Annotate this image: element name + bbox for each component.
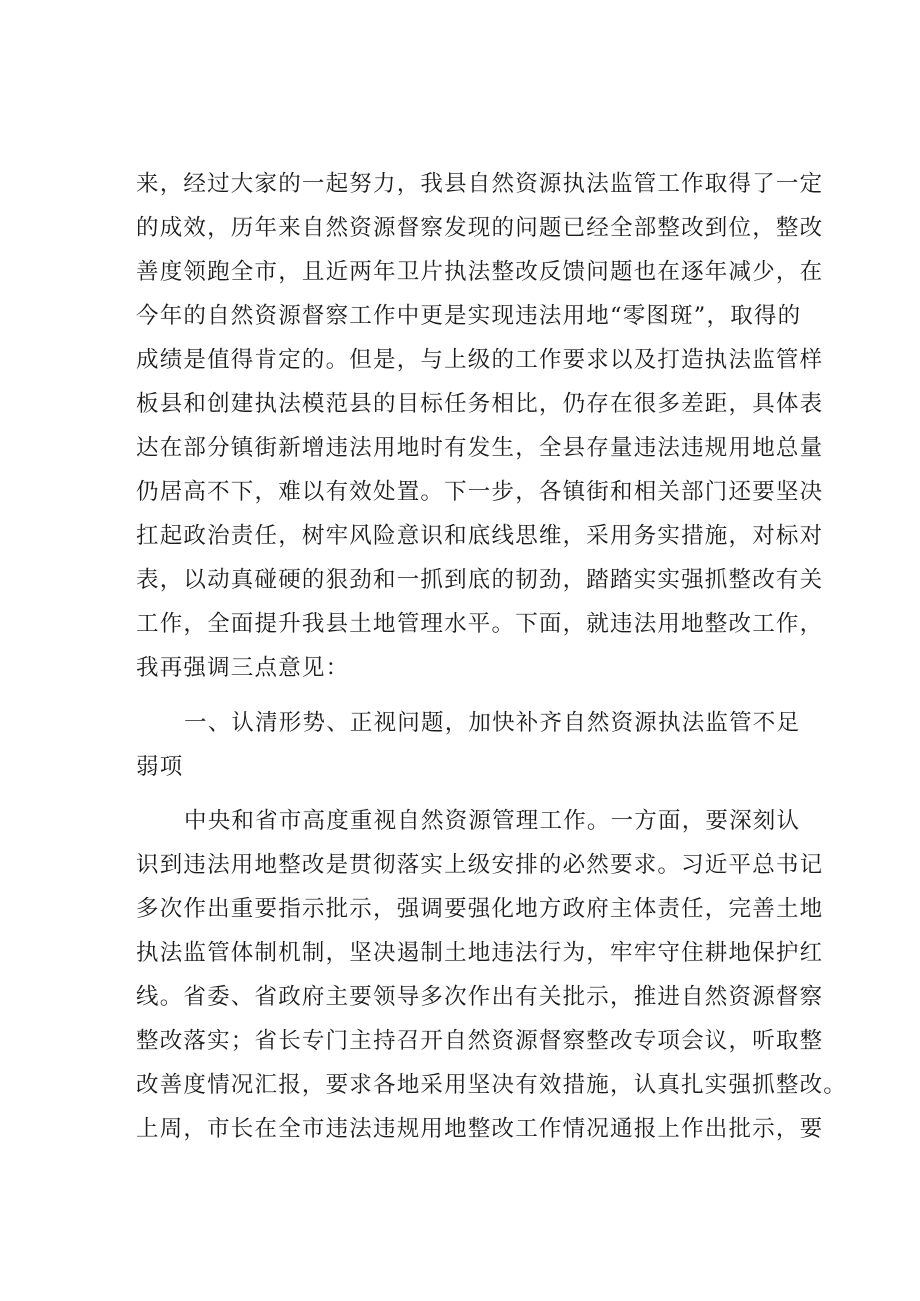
paragraph-line: 达在部分镇街新增违法用地时有发生，全县存量违法违规用地总量 <box>136 435 824 461</box>
paragraph-line: 仍居高不下，难以有效处置。下一步，各镇街和相关部门还要坚决 <box>136 479 824 505</box>
paragraph-line: 善度领跑全市，且近两年卫片执法整改反馈问题也在逐年减少，在 <box>136 259 824 285</box>
paragraph-line: 工作，全面提升我县土地管理水平。下面，就违法用地整改工作， <box>136 611 824 637</box>
paragraph-line: 线。省委、省政府主要领导多次作出有关批示，推进自然资源督察 <box>136 984 824 1010</box>
paragraph-line: 扛起政治责任，树牢风险意识和底线思维，采用务实措施，对标对 <box>136 523 824 549</box>
paragraph-line: 执法监管体制机制，坚决遏制土地违法行为，牢牢守住耕地保护红 <box>136 940 824 966</box>
paragraph-line: 中央和省市高度重视自然资源管理工作。一方面，要深刻认 <box>184 808 801 834</box>
paragraph-line: 多次作出重要指示批示，强调要强化地方政府主体责任，完善土地 <box>136 896 824 922</box>
paragraph-line: 整改落实；省长专门主持召开自然资源督察整改专项会议，听取整 <box>136 1028 824 1054</box>
paragraph-line: 上周，市长在全市违法违规用地整改工作情况通报上作出批示，要 <box>136 1116 824 1142</box>
paragraph-line: 我再强调三点意见： <box>136 655 350 681</box>
section-heading: 弱项 <box>136 754 184 780</box>
paragraph-line: 表，以动真碰硬的狠劲和一抓到底的韧劲，踏踏实实强抓整改有关 <box>136 567 824 593</box>
paragraph-line: 成绩是值得肯定的。但是，与上级的工作要求以及打造执法监管样 <box>136 347 824 373</box>
paragraph-line: 改善度情况汇报，要求各地采用坚决有效措施，认真扎实强抓整改。 <box>136 1072 848 1098</box>
paragraph-line: 识到违法用地整改是贯彻落实上级安排的必然要求。习近平总书记 <box>136 852 824 878</box>
section-heading: 一、认清形势、正视问题，加快补齐自然资源执法监管不足 <box>184 710 801 736</box>
paragraph-line: 的成效，历年来自然资源督察发现的问题已经全部整改到位，整改 <box>136 215 824 241</box>
paragraph-line: 来，经过大家的一起努力，我县自然资源执法监管工作取得了一定 <box>136 171 824 197</box>
paragraph-line: 板县和创建执法模范县的目标任务相比，仍存在很多差距，具体表 <box>136 391 824 417</box>
paragraph-line: 今年的自然资源督察工作中更是实现违法用地“零图斑”，取得的 <box>136 303 802 329</box>
